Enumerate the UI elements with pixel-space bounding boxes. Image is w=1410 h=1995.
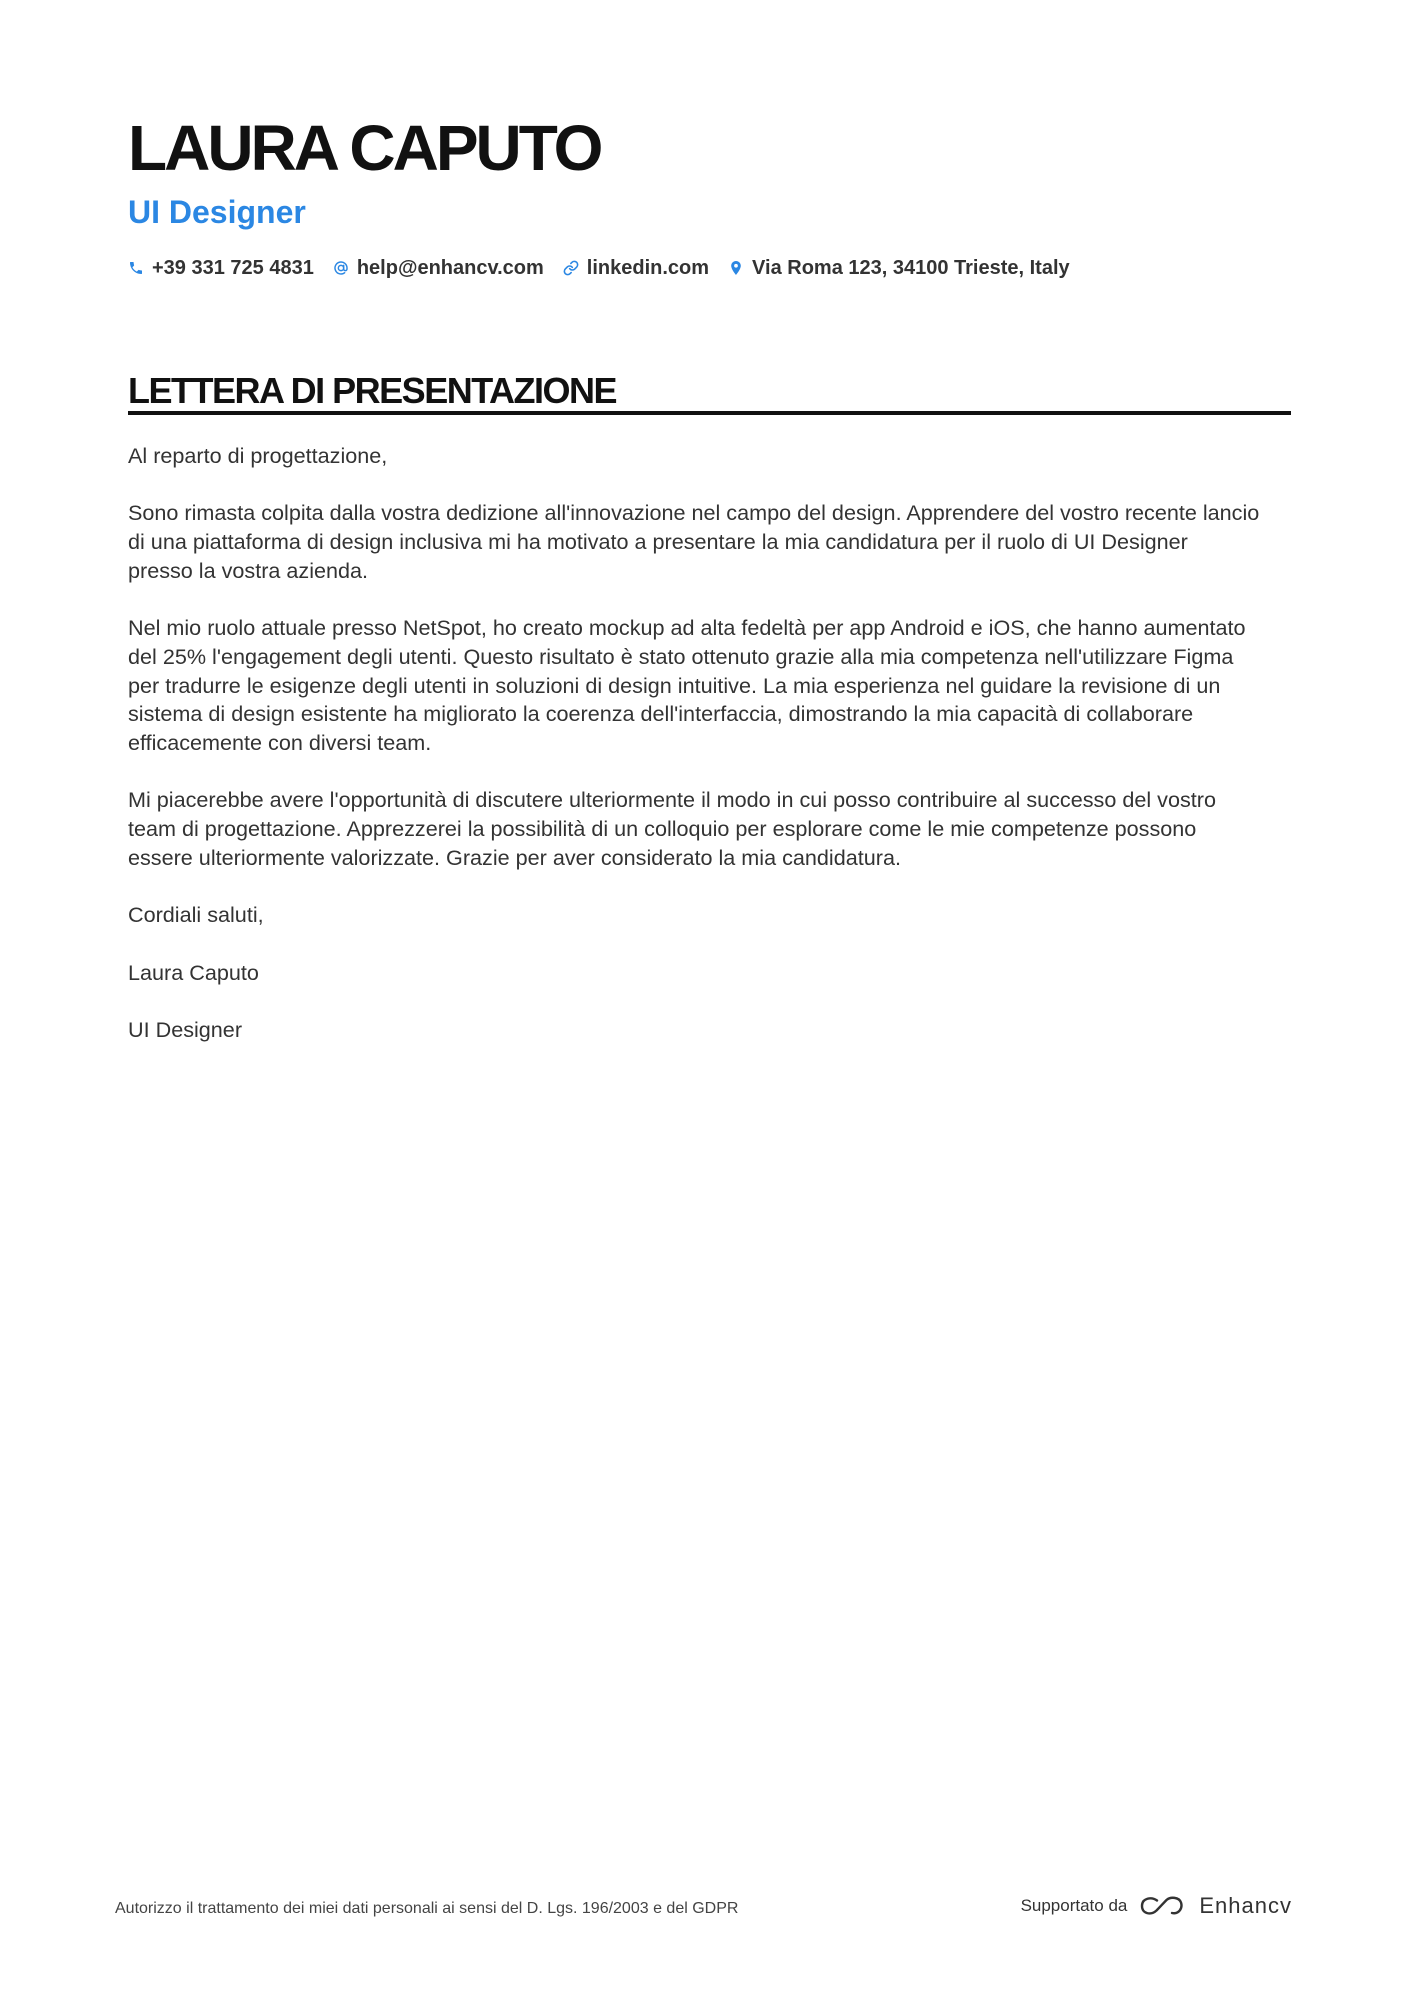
link-icon — [563, 260, 579, 276]
contact-linkedin[interactable] — [563, 256, 709, 280]
signature-name — [128, 959, 1291, 988]
paragraph-line: per tradurre le esigenze degli utenti in soluzioni di design intuitive. La mia esperienza nel guidare la revisione di un — [128, 672, 1221, 698]
letter-paragraph-3 — [128, 786, 1291, 872]
closing-line: Cordiali saluti, — [128, 902, 264, 928]
paragraph-line: di una piattaforma di design inclusiva mi ha motivato a presentare la mia candidatura per il ruolo di UI Designer — [128, 529, 1188, 555]
contact-row — [128, 256, 1070, 280]
location-pin-icon — [728, 260, 744, 276]
signature-name-line: Laura Caputo — [128, 959, 259, 985]
letter-paragraph-1 — [128, 499, 1291, 585]
applicant-title: UI Designer — [128, 194, 306, 230]
paragraph-line: efficacemente con diversi team. — [128, 730, 432, 755]
paragraph-line: Sono rimasta colpita dalla vostra dedizione all'innovazione nel campo del design. Apprendere del vostro recente lancio — [128, 500, 1260, 526]
contact-phone — [128, 256, 314, 280]
contact-email[interactable] — [333, 256, 544, 280]
letter-paragraph-2 — [128, 614, 1291, 758]
paragraph-line: presso la vostra azienda. — [128, 557, 369, 583]
paragraph-line: team di progettazione. Apprezzerei la possibilità di un colloquio per esplorare come le mie competenze possono — [128, 816, 1197, 842]
powered-by — [1021, 1893, 1292, 1919]
at-icon — [333, 260, 349, 276]
brand-name: Enhancv — [1199, 1893, 1292, 1918]
contact-address-text: Via Roma 123, 34100 Trieste, Italy — [752, 257, 1070, 279]
paragraph-line: Mi piacerebbe avere l'opportunità di discutere ulteriormente il modo in cui posso contribuire al successo del vostro — [128, 787, 1216, 813]
section-divider — [128, 411, 1291, 415]
paragraph-line: sistema di design esistente ha migliorato la coerenza dell'interfaccia, dimostrando la mia capacità di collaborare — [128, 701, 1194, 727]
letter-body — [128, 442, 1291, 1073]
powered-by-label: Supportato da — [1020, 1896, 1128, 1915]
privacy-consent-note: Autorizzo il trattamento dei miei dati personali ai sensi del D. Lgs. 196/2003 e del GDPR — [115, 1900, 739, 1917]
letter-greeting — [128, 442, 1291, 471]
enhancv-logo-icon — [1139, 1894, 1185, 1918]
paragraph-line: essere ulteriormente valorizzate. Grazie per aver considerato la mia candidatura. — [128, 844, 901, 870]
paragraph-line: Nel mio ruolo attuale presso NetSpot, ho creato mockup ad alta fedeltà per app Android e iOS, che hanno aumentato — [128, 615, 1246, 641]
phone-icon — [128, 260, 144, 276]
applicant-name: LAURA CAPUTO — [128, 112, 601, 184]
contact-linkedin-text[interactable]: linkedin.com — [586, 257, 710, 279]
paragraph-line: del 25% l'engagement degli utenti. Questo risultato è stato ottenuto grazie alla mia competenza nell'utilizzare Figma — [128, 643, 1234, 669]
greeting-line: Al reparto di progettazione, — [128, 443, 388, 468]
signature-title — [128, 1016, 1291, 1045]
contact-email-text[interactable]: help@enhancv.com — [356, 257, 544, 279]
letter-closing — [128, 901, 1291, 930]
signature-title-line: UI Designer — [128, 1016, 243, 1042]
section-heading: LETTERA DI PRESENTAZIONE — [128, 370, 617, 411]
contact-address — [728, 256, 1070, 280]
contact-phone-text: +39 331 725 4831 — [152, 257, 314, 279]
